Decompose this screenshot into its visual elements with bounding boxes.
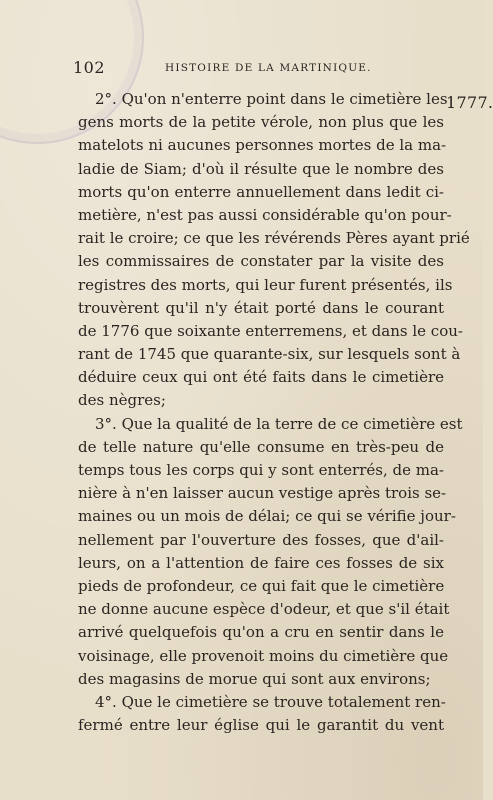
text-line: les commissaires de constater par la visite des <box>78 252 444 271</box>
running-title: HISTOIRE DE LA MARTINIQUE. <box>165 62 372 74</box>
text-line: ladie de Siam; d'où il résulte que le nombre des <box>78 159 444 178</box>
text-line: rait le croire; ce que les révérends Pères ayant prié <box>78 229 470 248</box>
text-line: déduire ceux qui ont été faits dans le cimetière <box>78 368 444 387</box>
text-line: matelots ni aucunes personnes mortes de la ma- <box>78 136 447 155</box>
text-line: rant de 1745 que quarante-six, sur lesquels sont à <box>78 345 461 364</box>
text-line: leurs, on a l'attention de faire ces fosses de six <box>78 553 444 572</box>
text-line: trouvèrent qu'il n'y était porté dans le courant <box>78 298 444 317</box>
text-line: ne donne aucune espèce d'odeur, et que s'il était <box>78 600 450 619</box>
text-line: nellement par l'ouverture des fosses, que d'ail- <box>78 530 444 549</box>
text-line: arrivé quelquefois qu'on a cru en sentir dans le <box>78 623 444 642</box>
text-line: temps tous les corps qui y sont enterrés, de ma- <box>78 461 444 479</box>
text-line: des magasins de morue qui sont aux environs; <box>78 669 431 688</box>
margin-year-note: 1777. <box>446 93 493 112</box>
text-line: 2°. Qu'on n'enterre point dans le cimetière les <box>95 90 448 108</box>
text-line: des nègres; <box>78 391 166 410</box>
text-line: fermé entre leur église qui le garantit du vent <box>78 716 444 735</box>
text-line: de telle nature qu'elle consume en très-peu de <box>78 437 444 456</box>
text-line: morts qu'on enterre annuellement dans ledit ci- <box>78 182 444 201</box>
text-line: voisinage, elle provenoit moins du cimetière que <box>78 646 449 665</box>
text-line: metière, n'est pas aussi considérable qu'on pour- <box>78 205 452 224</box>
text-line: pieds de profondeur, ce qui fait que le cimetière <box>78 576 445 595</box>
text-line: maines ou un mois de délai; ce qui se vérifie jour- <box>78 507 456 526</box>
page-number: 102 <box>73 58 106 77</box>
text-line: nière à n'en laisser aucun vestige après trois se- <box>78 484 447 503</box>
text-line: registres des morts, qui leur furent présentés, ils <box>78 275 453 294</box>
text-line: de 1776 que soixante enterremens, et dans le cou- <box>78 321 463 340</box>
text-line: 3°. Que la qualité de la terre de ce cimetière est <box>95 414 463 433</box>
text-line: gens morts de la petite vérole, non plus que les <box>78 113 444 132</box>
text-line: 4°. Que le cimetière se trouve totalement ren- <box>95 692 446 711</box>
page-header <box>73 58 453 80</box>
